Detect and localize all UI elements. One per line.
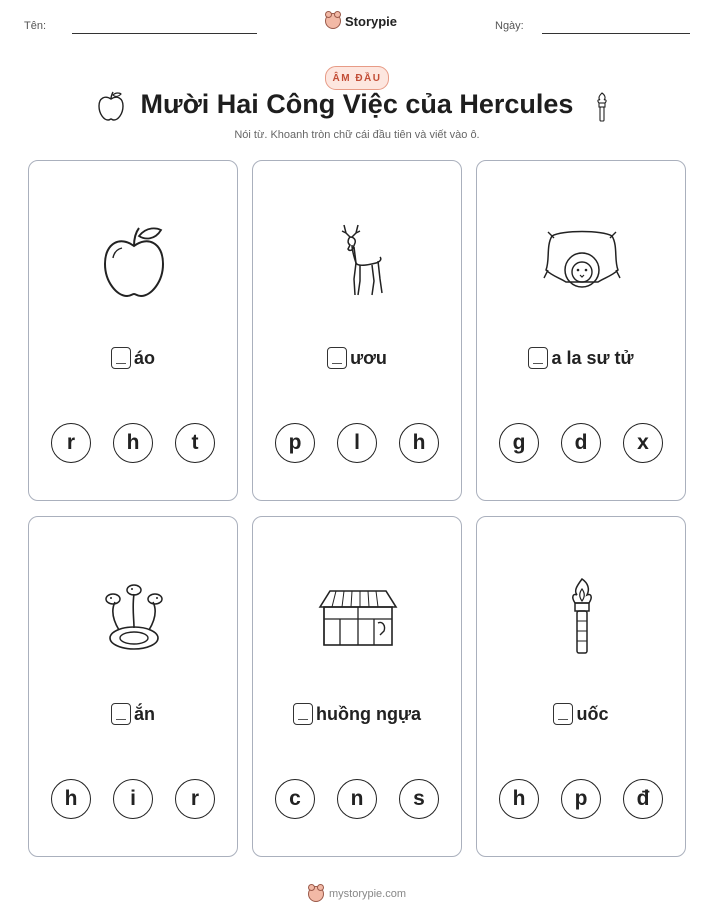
word-rest: uốc bbox=[576, 703, 609, 724]
card-picture bbox=[308, 216, 408, 306]
brand-name: Storypie bbox=[345, 13, 398, 29]
stable-icon bbox=[318, 585, 398, 649]
word-rest: huồng ngựa bbox=[315, 703, 421, 724]
letter-choice[interactable]: p bbox=[275, 423, 315, 463]
bear-logo-icon bbox=[308, 886, 324, 902]
brand-logo bbox=[325, 13, 397, 29]
deer-icon bbox=[328, 221, 388, 301]
letter-choice[interactable]: c bbox=[275, 779, 315, 819]
letter-choice[interactable]: s bbox=[399, 779, 439, 819]
lion-skin-icon bbox=[542, 226, 622, 296]
letter-choice[interactable]: t bbox=[175, 423, 215, 463]
word-rest: ươu bbox=[350, 347, 387, 368]
word-rest: áo bbox=[133, 347, 155, 368]
letter-choice[interactable]: h bbox=[51, 779, 91, 819]
date-line[interactable] bbox=[542, 33, 690, 34]
answer-box[interactable] bbox=[327, 347, 347, 369]
word-rest: a la sư tử bbox=[551, 347, 634, 368]
word-prompt bbox=[29, 703, 237, 725]
hydra-icon bbox=[99, 580, 169, 654]
card-hydra bbox=[28, 516, 238, 857]
card-picture bbox=[84, 216, 184, 306]
card-apple bbox=[28, 160, 238, 501]
answer-box[interactable] bbox=[111, 347, 131, 369]
letter-choices bbox=[29, 423, 237, 463]
letter-choice[interactable]: h bbox=[399, 423, 439, 463]
answer-box[interactable] bbox=[293, 703, 313, 725]
letter-choice[interactable]: x bbox=[623, 423, 663, 463]
word-prompt bbox=[477, 347, 685, 369]
letter-choice[interactable]: r bbox=[51, 423, 91, 463]
worksheet-header bbox=[0, 0, 714, 50]
answer-box[interactable] bbox=[111, 703, 131, 725]
letter-choice[interactable]: r bbox=[175, 779, 215, 819]
card-deer bbox=[252, 160, 462, 501]
name-label: Tên: bbox=[24, 20, 47, 32]
letter-choice[interactable]: đ bbox=[623, 779, 663, 819]
word-prompt bbox=[253, 703, 461, 725]
card-lion-skin bbox=[476, 160, 686, 501]
word-rest: ắn bbox=[133, 703, 155, 724]
letter-choice[interactable]: h bbox=[499, 779, 539, 819]
footer-site[interactable]: mystorypie.com bbox=[328, 888, 407, 900]
letter-choice[interactable]: d bbox=[561, 423, 601, 463]
card-torch bbox=[476, 516, 686, 857]
letter-choice[interactable]: g bbox=[499, 423, 539, 463]
card-picture bbox=[532, 572, 632, 662]
letter-choice[interactable]: n bbox=[337, 779, 377, 819]
word-prompt bbox=[477, 703, 685, 725]
letter-choice[interactable]: i bbox=[113, 779, 153, 819]
letter-choices bbox=[477, 779, 685, 819]
bear-logo-icon bbox=[325, 13, 341, 29]
letter-choices bbox=[29, 779, 237, 819]
letter-choices bbox=[253, 423, 461, 463]
category-badge: ÂM ĐẦU bbox=[325, 66, 389, 90]
card-picture bbox=[84, 572, 184, 662]
card-grid bbox=[28, 160, 688, 860]
letter-choice[interactable]: h bbox=[113, 423, 153, 463]
card-picture bbox=[308, 572, 408, 662]
letter-choices bbox=[253, 779, 461, 819]
card-stable bbox=[252, 516, 462, 857]
torch-icon bbox=[567, 577, 597, 657]
letter-choice[interactable]: p bbox=[561, 779, 601, 819]
word-prompt bbox=[253, 347, 461, 369]
apple-icon bbox=[99, 222, 169, 300]
answer-box[interactable] bbox=[528, 347, 548, 369]
word-prompt bbox=[29, 347, 237, 369]
card-picture bbox=[532, 216, 632, 306]
letter-choice[interactable]: l bbox=[337, 423, 377, 463]
letter-choices bbox=[477, 423, 685, 463]
page-title: Mười Hai Công Việc của Hercules bbox=[140, 89, 574, 119]
answer-box[interactable] bbox=[553, 703, 573, 725]
footer bbox=[0, 886, 714, 902]
instructions: Nói từ. Khoanh tròn chữ cái đầu tiên và viết vào ô. bbox=[234, 129, 480, 141]
date-label: Ngày: bbox=[495, 20, 524, 32]
name-line[interactable] bbox=[72, 33, 257, 34]
